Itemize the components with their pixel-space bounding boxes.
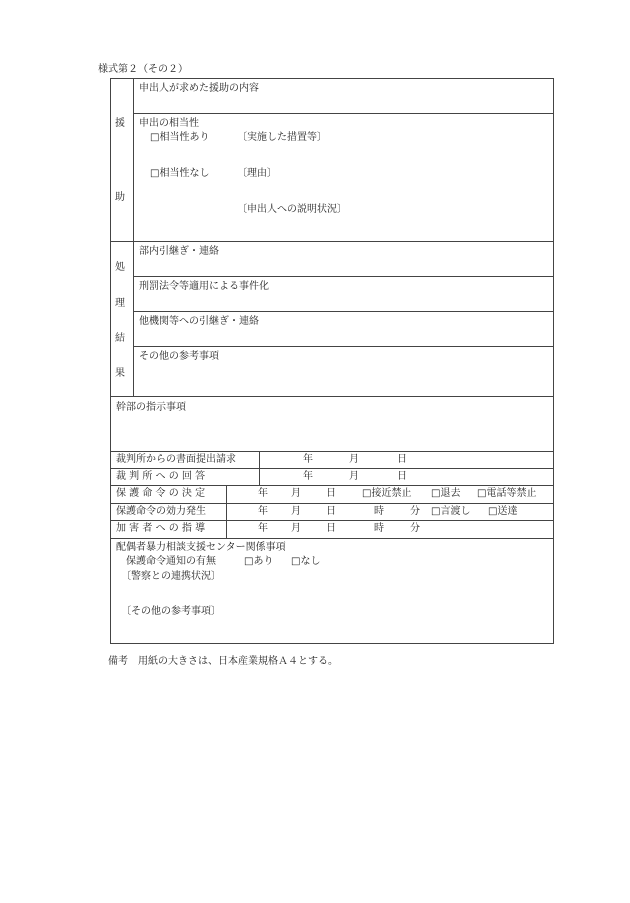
- result-row-label: 刑罰法令等適用による事件化: [139, 281, 269, 292]
- phone-ban-checkbox[interactable]: □電話等禁止: [477, 488, 537, 499]
- guidance-month: 月: [291, 523, 301, 534]
- form-label: 様式第２（その２）: [98, 64, 188, 75]
- rule: [133, 311, 554, 312]
- appropriateness-label: 申出の相当性: [139, 118, 199, 129]
- notice-yes-checkbox[interactable]: □あり: [244, 556, 274, 567]
- result-side-char: 理: [115, 298, 125, 309]
- protection-decision-label: 保 護 命 令 の 決 定: [116, 488, 206, 499]
- rule: [110, 503, 554, 504]
- result-row-label: 部内引継ぎ・連絡: [139, 246, 219, 257]
- protection-effect-label: 保護命令の効力発生: [116, 506, 206, 517]
- guidance-hour: 時: [374, 523, 384, 534]
- court-reply-day: 日: [397, 471, 407, 482]
- rule: [110, 396, 554, 397]
- court-request-month: 月: [349, 454, 359, 465]
- protection-rows-divider: [226, 485, 227, 538]
- rule: [110, 241, 554, 242]
- result-row-label: その他の参考事項: [139, 351, 219, 362]
- executive-instructions-label: 幹部の指示事項: [116, 402, 186, 413]
- protection-effect-month: 月: [291, 506, 301, 517]
- protection-decision-year: 年: [258, 488, 268, 499]
- court-request-label: 裁判所からの書面提出請求: [116, 454, 236, 465]
- center-title: 配偶者暴力相談支援センター関係事項: [116, 542, 286, 553]
- protection-effect-day: 日: [326, 506, 336, 517]
- police-coop-label: 〔警察との連携状況〕: [121, 571, 221, 582]
- result-side-char: 処: [115, 262, 125, 273]
- rule: [110, 451, 554, 452]
- support-content-label: 申出人が求めた援助の内容: [139, 83, 259, 94]
- guidance-minute: 分: [410, 523, 420, 534]
- rule: [110, 538, 554, 539]
- notice-label: 保護命令通知の有無: [126, 556, 216, 567]
- court-reply-month: 月: [349, 471, 359, 482]
- guidance-year: 年: [258, 523, 268, 534]
- appropriate-no-checkbox[interactable]: □相当性なし: [150, 168, 210, 179]
- perpetrator-guidance-label: 加 害 者 へ の 指 導: [116, 523, 206, 534]
- rule: [110, 485, 554, 486]
- protection-decision-day: 日: [326, 488, 336, 499]
- rule: [110, 520, 554, 521]
- eviction-checkbox[interactable]: □退去: [431, 488, 461, 499]
- reason-label: 〔理由〕: [237, 168, 277, 179]
- measures-taken-label: 〔実施した措置等〕: [237, 132, 327, 143]
- protection-effect-hour: 時: [374, 506, 384, 517]
- result-side-char: 結: [115, 333, 125, 344]
- result-side-char: 果: [115, 368, 125, 379]
- protection-decision-month: 月: [291, 488, 301, 499]
- court-reply-label: 裁 判 所 へ の 回 答: [116, 471, 206, 482]
- result-row-label: 他機関等への引継ぎ・連絡: [139, 316, 259, 327]
- rule: [110, 468, 554, 469]
- explanation-label: 〔申出人への説明状況〕: [237, 204, 347, 215]
- court-rows-divider: [259, 451, 260, 485]
- support-side-char: 援: [115, 118, 125, 129]
- rule: [133, 346, 554, 347]
- court-request-year: 年: [303, 454, 313, 465]
- service-checkbox[interactable]: □送達: [488, 506, 518, 517]
- protection-effect-minute: 分: [410, 506, 420, 517]
- guidance-day: 日: [326, 523, 336, 534]
- protection-effect-year: 年: [258, 506, 268, 517]
- side-column-divider: [133, 78, 134, 396]
- court-reply-year: 年: [303, 471, 313, 482]
- approach-ban-checkbox[interactable]: □接近禁止: [362, 488, 412, 499]
- rule: [133, 276, 554, 277]
- other-notes-label: 〔その他の参考事項〕: [121, 606, 221, 617]
- pronouncement-checkbox[interactable]: □言渡し: [431, 506, 471, 517]
- footnote: 備考 用紙の大きさは、日本産業規格Ａ４とする。: [108, 656, 338, 667]
- rule: [133, 113, 554, 114]
- notice-no-checkbox[interactable]: □なし: [291, 556, 321, 567]
- support-side-char: 助: [115, 192, 125, 203]
- appropriate-yes-checkbox[interactable]: □相当性あり: [150, 132, 210, 143]
- court-request-day: 日: [397, 454, 407, 465]
